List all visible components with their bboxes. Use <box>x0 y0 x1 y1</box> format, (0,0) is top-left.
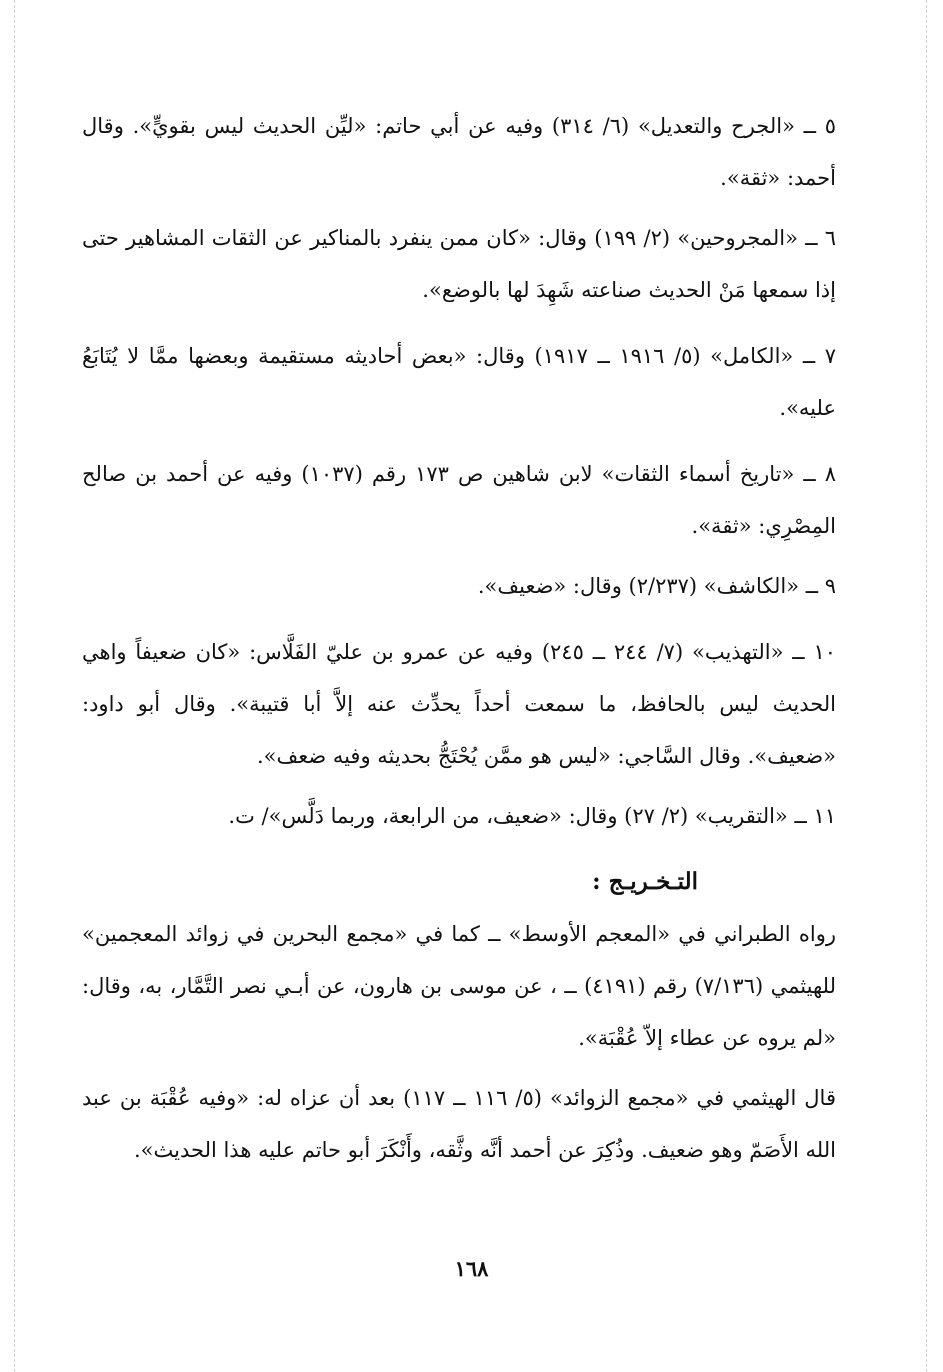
scan-edge-right <box>926 0 927 1372</box>
takhrij-heading: التـخـريـج : <box>592 868 698 895</box>
reference-10: ١٠ ــ «التهذيب» (٧/ ٢٤٤ ــ ٢٤٥) وفيه عن عمرو بن عليّ الفَلَّاس: «كان ضعيفاً واهي الحديث ليس بالحافظ، ما سمعت أحداً يحدِّث عنه إلاَّ أبا قتيبة». وقال أبو داود: «ضعيف». وقال السَّاجي: «ليس هو ممَّن يُحْتَجُّ بحديثه وفيه ضعف». <box>82 640 836 768</box>
takhrij-paragraph-1: رواه الطبراني في «المعجم الأوسط» ــ كما في «مجمع البحرين في زوائد المعجمين» للهيثمي (٧/١٣٦) رقم (٤١٩١) ــ ، عن موسى بن هارون، عن أبـي نصر التَّمَّار، به، وقال: «لم يروه عن عطاء إلاّ عُقْبَة». <box>82 922 836 1050</box>
page-body <box>82 100 836 1176</box>
reference-9: ٩ ــ «الكاشف» (٢/٢٣٧) وقال: «ضعيف». <box>477 574 836 598</box>
page-number: ١٦٨ <box>454 1256 489 1281</box>
reference-11: ١١ ــ «التقريب» (٢/ ٢٧) وقال: «ضعيف، من الرابعة، وربما دَلَّس»/ ت. <box>228 804 836 828</box>
takhrij-paragraph-2: قال الهيثمي في «مجمع الزوائد» (٥/ ١١٦ ــ ١١٧) بعد أن عزاه له: «وفيه عُقْبَة بن عبد الله الأَصَمّ وهو ضعيف. وذُكِرَ عن أحمد أنَّه وثَّقه، وأَنْكَرَ أبو حاتم عليه هذا الحديث». <box>82 1086 836 1162</box>
reference-5: ٥ ــ «الجرح والتعديل» (٦/ ٣١٤) وفيه عن أبي حاتم: «ليِّن الحديث ليس بقويٍّ». وقال أحمد: «ثقة». <box>82 114 836 190</box>
reference-8: ٨ ــ «تاريخ أسماء الثقات» لابن شاهين ص ١٧٣ رقم (١٠٣٧) وفيه عن أحمد بن صالح المِصْرِي: «ثقة». <box>82 462 837 538</box>
reference-7: ٧ ــ «الكامل» (٥/ ١٩١٦ ــ ١٩١٧) وقال: «بعض أحاديثه مستقيمة وبعضها ممَّا لا يُتَابَعُ عليه». <box>82 344 836 420</box>
scan-edge-left <box>14 0 15 1372</box>
reference-6: ٦ ــ «المجروحين» (٢/ ١٩٩) وقال: «كان ممن ينفرد بالمناكير عن الثقات المشاهير حتى إذا سمعها مَنْ الحديث صناعته شَهِدَ لها بالوضع». <box>82 226 836 302</box>
